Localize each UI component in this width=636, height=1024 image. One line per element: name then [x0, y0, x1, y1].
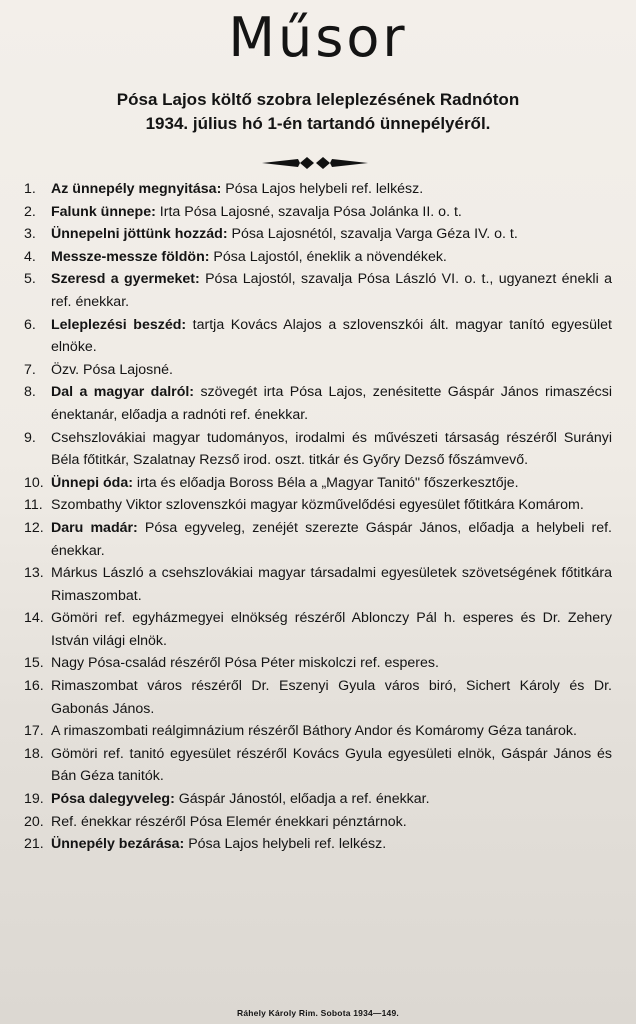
item-text [51, 268, 612, 313]
item-text [51, 743, 612, 788]
item-body: Szombathy Viktor szlovenszkói magyar közművelődési egyesület főtitkára Komárom. [51, 497, 584, 514]
item-text [51, 833, 612, 856]
item-text [51, 675, 612, 720]
program-item [24, 562, 612, 607]
item-heading: Daru madár: [51, 519, 138, 536]
item-heading: Leleplezési beszéd: [51, 316, 187, 333]
program-item [24, 607, 612, 652]
program-item [24, 675, 612, 720]
item-text [51, 788, 612, 811]
program-item [24, 833, 612, 856]
item-body: Pósa Lajostól, éneklik a növendékek. [209, 248, 447, 265]
page-title: Műsor [228, 6, 408, 69]
item-number: 3. [24, 226, 36, 243]
item-text [51, 246, 612, 269]
item-heading: Ünnepelni jöttünk hozzád: [51, 226, 228, 243]
item-number: 16. [24, 678, 44, 695]
item-body: Özv. Pósa Lajosné. [51, 361, 173, 378]
item-number: 17. [24, 723, 44, 740]
item-text [51, 201, 612, 224]
item-number: 10. [24, 474, 44, 491]
item-heading: Dal a magyar dalról: [51, 384, 195, 401]
item-number: 18. [24, 745, 44, 762]
item-body: A rimaszombati reálgimnázium részéről Báthory Andor és Komáromy Géza tanárok. [51, 723, 577, 740]
program-item [24, 720, 612, 743]
item-number: 8. [24, 384, 36, 401]
item-number: 9. [24, 429, 36, 446]
program-item [24, 743, 612, 788]
subtitle-line-1: Pósa Lajos költő szobra leleplezésének Radnóton [116, 90, 520, 109]
item-body: Ref. énekkar részéről Pósa Elemér énekkari pénztárnok. [51, 813, 407, 830]
item-body: Nagy Pósa-család részéről Pósa Péter miskolczi ref. esperes. [51, 655, 439, 672]
program-item [24, 811, 612, 834]
item-number: 15. [24, 655, 44, 672]
item-number: 7. [24, 361, 36, 378]
item-text [51, 178, 612, 201]
ornament-divider-icon [262, 156, 368, 170]
item-body: Pósa Lajos helybeli ref. lelkész. [221, 181, 424, 197]
item-number: 19. [24, 791, 44, 808]
item-number: 14. [24, 610, 44, 627]
program-item [24, 494, 612, 517]
item-text [51, 652, 612, 675]
item-heading: Ünnepi óda: [51, 474, 133, 491]
program-item [24, 517, 612, 562]
item-heading: Szeresd a gyermeket: [51, 271, 200, 288]
item-number: 4. [24, 248, 36, 265]
item-body: irta és előadja Boross Béla a „Magyar Tanitó" főszerkesztője. [132, 474, 519, 491]
item-text [51, 314, 612, 359]
item-number: 1. [24, 181, 36, 197]
program-item [24, 381, 612, 426]
item-text [51, 562, 612, 607]
item-number: 13. [24, 565, 44, 582]
subtitle [0, 88, 636, 136]
item-text [51, 517, 612, 562]
program-item [24, 246, 612, 269]
item-heading: Az ünnepély megnyitása: [51, 181, 222, 197]
item-body: Pósa Lajostól, szavalja Pósa László VI. o. t., ugyanezt énekli a ref. énekkar. [51, 271, 612, 310]
subtitle-line-2: 1934. július hó 1-én tartandó ünnepélyéről. [145, 114, 491, 133]
item-number: 11. [24, 497, 43, 514]
item-number: 12. [24, 519, 44, 536]
program-item [24, 268, 612, 313]
program-item [24, 472, 612, 495]
item-body: Pósa Lajosnétól, szavalja Varga Géza IV. o. t. [227, 226, 518, 243]
item-text [51, 607, 612, 652]
program-item [24, 201, 612, 224]
item-heading: Falunk ünnepe: [51, 203, 156, 220]
program-item [24, 223, 612, 246]
item-text [51, 359, 612, 382]
item-body: Pósa egyveleg, zenéjét szerezte Gáspár János, előadja a helybeli ref. énekkar. [51, 519, 612, 559]
item-number: 6. [24, 316, 36, 333]
item-number: 2. [24, 203, 36, 220]
item-number: 21. [24, 836, 44, 853]
item-text [51, 223, 612, 246]
item-body: Csehszlovákiai magyar tudományos, irodalmi és művészeti társaság részéről Surányi Béla főtitkár, Szalatnay Rezső irod. oszt. titkár és Győry Dezső főszámvevő. [51, 429, 612, 469]
item-text [51, 811, 612, 834]
item-text [51, 720, 612, 743]
item-body: Rimaszombat város részéről Dr. Eszenyi Gyula város biró, Sichert Károly és Dr. Gabonás János. [51, 678, 612, 717]
item-body: Márkus László a csehszlovákiai magyar társadalmi egyesületek szövetségének főtitkára Rimaszombat. [51, 565, 612, 604]
item-number: 5. [24, 271, 36, 288]
item-body: szövegét irta Pósa Lajos, zenésitette Gáspár János rimaszécsi énektanár, előadja a radnóti ref. énekkar. [51, 384, 612, 423]
item-body: Gömöri ref. tanitó egyesület részéről Kovács Gyula egyesületi elnök, Gáspár János és Bán Géza tanitók. [51, 745, 612, 785]
program-item [24, 178, 612, 201]
item-body: tartja Kovács Alajos a szlovenszkói ált. magyar tanító egyesület elnöke. [51, 316, 613, 356]
item-heading: Ünnepély bezárása: [51, 836, 185, 853]
program-list [24, 178, 612, 856]
item-text [51, 472, 612, 495]
program-item [24, 427, 612, 472]
item-heading: Messze-messze földön: [51, 248, 210, 265]
item-body: Pósa Lajos helybeli ref. lelkész. [184, 836, 387, 853]
item-text [51, 381, 612, 426]
program-item [24, 359, 612, 382]
item-body: Irta Pósa Lajosné, szavalja Pósa Jolánka II. o. t. [155, 203, 462, 220]
printer-imprint: Ráhely Károly Rim. Sobota 1934—149. [237, 1008, 399, 1018]
item-heading: Pósa dalegyveleg: [51, 791, 175, 808]
program-item [24, 652, 612, 675]
item-number: 20. [24, 813, 44, 830]
item-text [51, 494, 612, 517]
item-body: Gáspár Jánostól, előadja a ref. énekkar. [174, 791, 430, 808]
item-text [51, 427, 612, 472]
item-body: Gömöri ref. egyházmegyei elnökség részéről Ablonczy Pál h. esperes és Dr. Zehery István világi elnök. [51, 610, 612, 649]
program-item [24, 314, 612, 359]
program-item [24, 788, 612, 811]
